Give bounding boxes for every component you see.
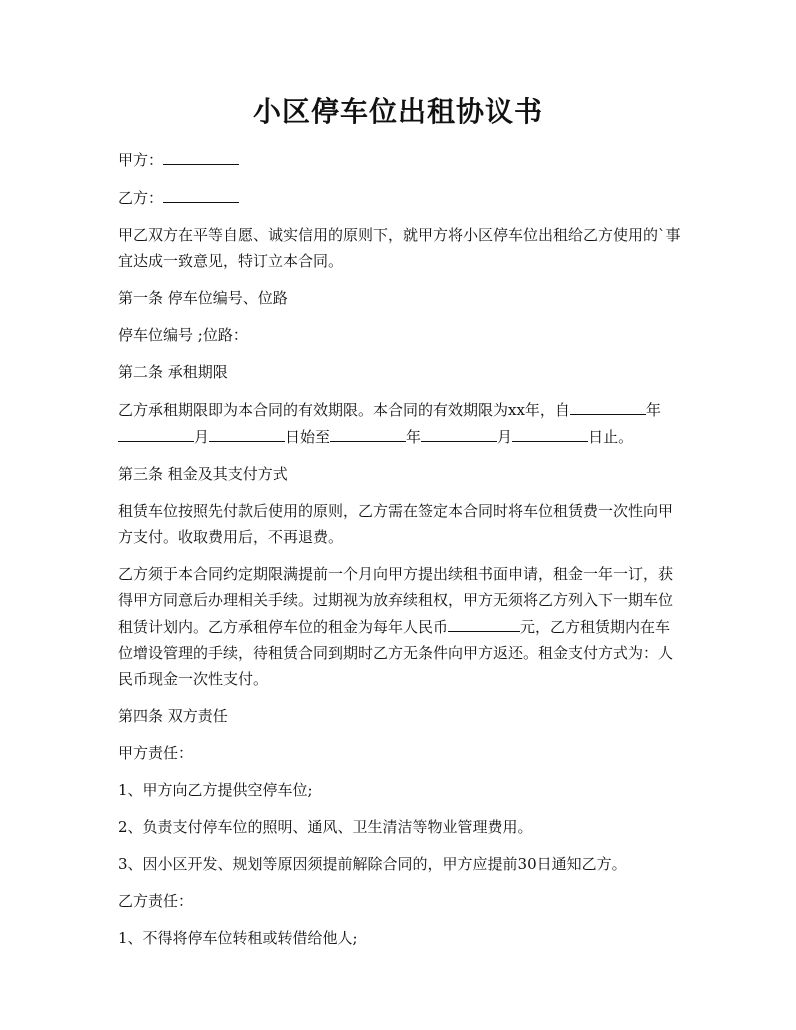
year-end-label: 年 xyxy=(406,428,422,446)
party-a-duty-1: 1、甲方向乙方提供空停车位; xyxy=(118,781,313,799)
term-paragraph xyxy=(118,396,684,450)
end-year-blank xyxy=(330,423,406,442)
start-month-blank xyxy=(118,423,194,442)
month-label: 月 xyxy=(194,428,210,446)
term-text: 乙方承租期限即为本合同的有效期限。本合同的有效期限为xx年，自 xyxy=(118,401,570,419)
month-end-label: 月 xyxy=(497,428,513,446)
year-label: 年 xyxy=(645,401,661,419)
party-b-line xyxy=(118,184,684,211)
rent-amount-blank xyxy=(448,613,520,632)
party-a-duty-3: 3、因小区开发、规划等原因须提前解除合同的，甲方应提前30日通知乙方。 xyxy=(118,855,627,873)
article3-heading: 第三条 租金及其支付方式 xyxy=(118,465,288,483)
end-month-blank xyxy=(421,423,497,442)
renewal-text-end: 元，乙方租赁期内在车位增设管理的手续，待租赁合同到期时乙方无条件向甲方返还。租金支付方式为：人民币现金一次性支付。 xyxy=(118,618,674,688)
renewal-paragraph xyxy=(118,561,684,692)
renewal-text: 乙方须于本合同约定期限满提前一个月向甲方提出续租书面申请，租金一年一订，获得甲方同意后办理相关手续。过期视为放弃续租权，甲方无须将乙方列入下一期车位租赁计划内。乙方承租停车位的租金为每年人民币 xyxy=(118,565,674,636)
party-b-duty-1: 1、不得将停车位转租或转借给他人; xyxy=(118,929,358,947)
party-a-blank xyxy=(163,146,239,165)
end-day-blank xyxy=(512,423,588,442)
day-end-label: 日止。 xyxy=(588,428,634,446)
parking-number-line: 停车位编号 ;位路： xyxy=(118,326,248,344)
party-a-duty-2: 2、负责支付停车位的照明、通风、卫生清洁等物业管理费用。 xyxy=(118,818,533,836)
party-b-label: 乙方： xyxy=(118,189,164,207)
article4-heading: 第四条 双方责任 xyxy=(118,707,228,725)
document-body xyxy=(118,146,684,962)
start-day-blank xyxy=(209,423,285,442)
party-b-duty-label: 乙方责任： xyxy=(118,892,194,910)
article1-heading: 第一条 停车位编号、位路 xyxy=(118,289,288,307)
article2-heading: 第二条 承租期限 xyxy=(118,363,228,381)
day-start-label: 日始至 xyxy=(285,428,331,446)
document-title: 小区停车位出租协议书 xyxy=(252,95,543,128)
intro-paragraph: 甲乙双方在平等自愿、诚实信用的原则下，就甲方将小区停车位出租给乙方使用的`事宜达成一致意见，特订立本合同。 xyxy=(118,226,681,270)
party-a-line xyxy=(118,146,684,173)
party-a-label: 甲方： xyxy=(118,151,164,169)
payment-paragraph: 租赁车位按照先付款后使用的原则，乙方需在签定本合同时将车位租赁费一次性向甲方支付。收取费用后，不再退费。 xyxy=(118,502,674,546)
party-b-blank xyxy=(163,184,239,203)
party-a-duty-label: 甲方责任： xyxy=(118,744,194,762)
start-year-blank xyxy=(570,396,646,415)
